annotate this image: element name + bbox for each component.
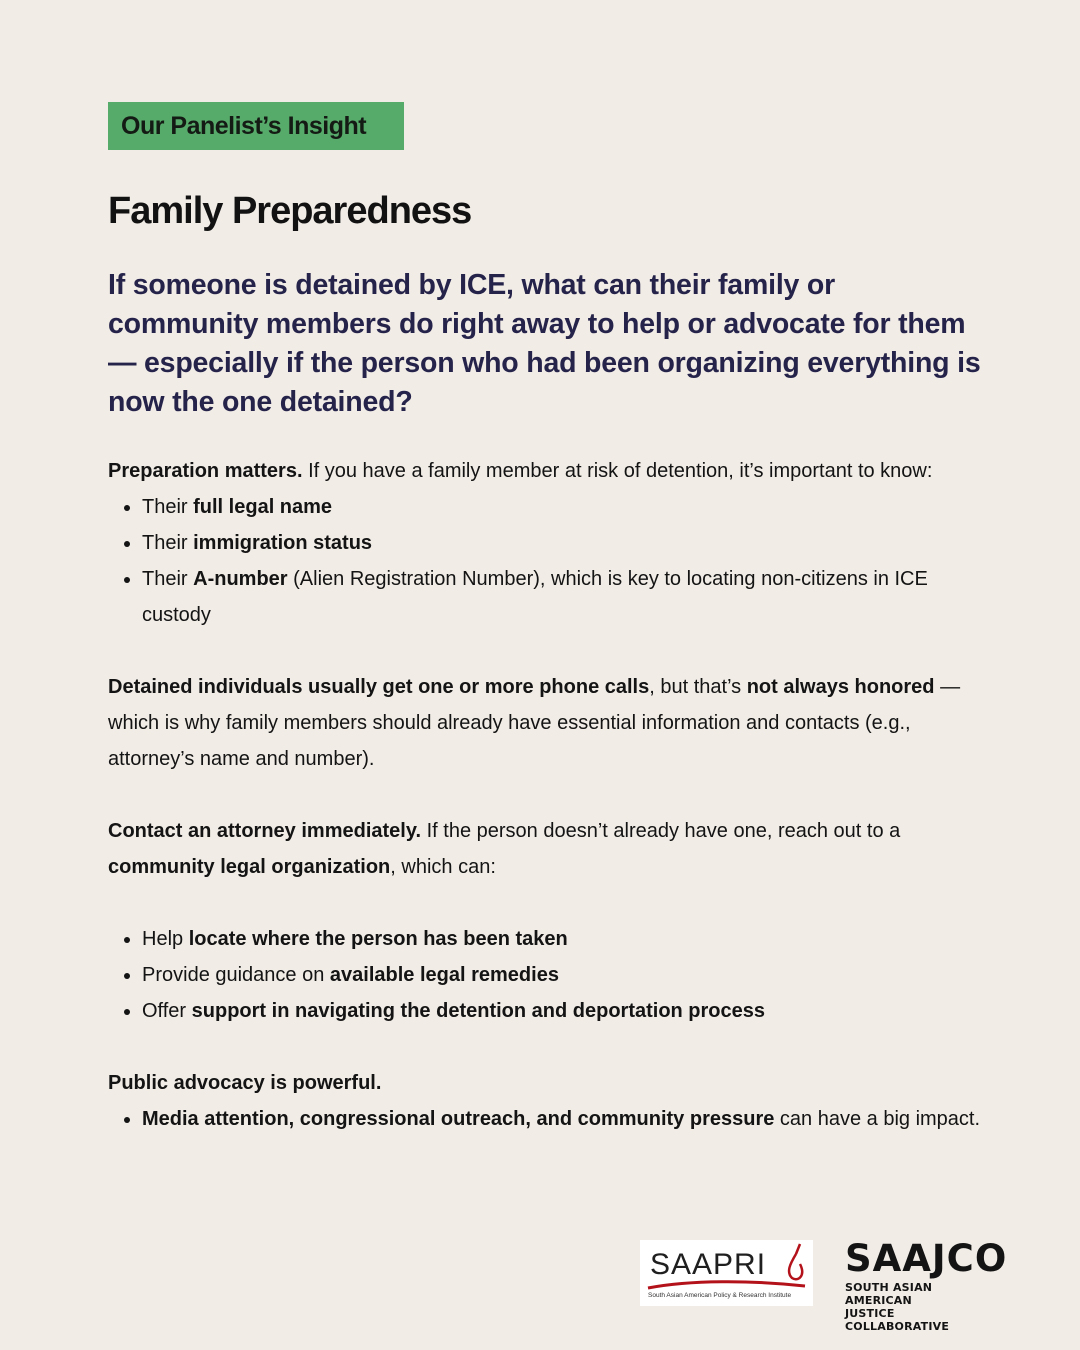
attorney-text: , which can: <box>390 856 496 878</box>
saapri-logo <box>640 1240 813 1306</box>
saajco-tagline <box>845 1281 1000 1333</box>
preparation-lead: Preparation matters. <box>108 460 303 482</box>
list-item-bold: immigration status <box>193 532 373 554</box>
list-item-text: Offer <box>142 1000 192 1022</box>
list-item <box>142 525 998 561</box>
list-item-bold: Media attention, congressional outreach, and community pressure <box>142 1108 775 1130</box>
spacer <box>108 777 998 813</box>
section-badge: Our Panelist’s Insight <box>108 102 404 150</box>
preparation-text: If you have a family member at risk of detention, it’s important to know: <box>302 460 933 482</box>
question-heading: If someone is detained by ICE, what can their family or community members do right away to help or advocate for them — especially if the person who had been organizing everything is now the one detained? <box>108 269 981 418</box>
spacer <box>108 633 998 669</box>
community-legal-org: community legal organization <box>108 856 391 878</box>
advocacy-list <box>108 1101 998 1137</box>
not-always-honored: not always honored <box>746 676 935 698</box>
saajco-tagline-line1: SOUTH ASIAN AMERICAN <box>845 1281 933 1307</box>
attorney-lead: Contact an attorney immediately. <box>108 820 422 842</box>
list-item-text: Their <box>142 532 194 554</box>
page-title: Family Preparedness <box>108 190 472 232</box>
saajco-wordmark: SAAJCO <box>845 1237 1008 1280</box>
saajco-logo <box>845 1237 1008 1333</box>
saapri-tagline: South Asian American Policy & Research Institute <box>648 1292 792 1299</box>
answer-body <box>108 453 998 1137</box>
saajco-tagline-line2: JUSTICE COLLABORATIVE <box>845 1307 950 1333</box>
attorney-paragraph <box>108 813 998 885</box>
list-item-text: Their <box>142 496 194 518</box>
list-item-text: Help <box>142 928 189 950</box>
attorney-list <box>108 921 998 1029</box>
list-item-bold: support in navigating the detention and deportation process <box>191 1000 766 1022</box>
list-item-text: Their <box>142 568 194 590</box>
advocacy-paragraph <box>108 1065 998 1101</box>
list-item <box>142 957 998 993</box>
spacer <box>108 1029 998 1065</box>
list-item-bold: A-number <box>193 568 288 590</box>
partner-logos <box>640 1237 1008 1333</box>
list-item-text: can have a big impact. <box>774 1108 981 1130</box>
list-item-bold: locate where the person has been taken <box>188 928 568 950</box>
list-item-text: Provide guidance on <box>142 964 330 986</box>
list-item <box>142 489 998 525</box>
preparation-paragraph <box>108 453 998 489</box>
list-item-bold: available legal remedies <box>329 964 559 986</box>
saapri-wordmark: SAAPRI <box>650 1248 767 1281</box>
preparation-list <box>108 489 998 633</box>
spacer <box>108 885 998 921</box>
phone-calls-paragraph <box>108 669 998 777</box>
list-item-bold: full legal name <box>193 496 333 518</box>
phone-calls-bold: Detained individuals usually get one or more phone calls <box>108 676 650 698</box>
advocacy-lead: Public advocacy is powerful. <box>108 1072 382 1094</box>
phone-calls-text: , but that’s <box>649 676 747 698</box>
attorney-text: If the person doesn’t already have one, reach out to a <box>421 820 901 842</box>
list-item <box>142 561 998 633</box>
list-item-text: (Alien Registration Number), which is key to locating non-citizens in ICE custody <box>142 568 928 626</box>
list-item <box>142 921 998 957</box>
list-item <box>142 1101 998 1137</box>
list-item <box>142 993 998 1029</box>
phone-calls-text: — which is why family members should already have essential information and contacts (e.g., attorney’s name and number). <box>108 676 961 770</box>
